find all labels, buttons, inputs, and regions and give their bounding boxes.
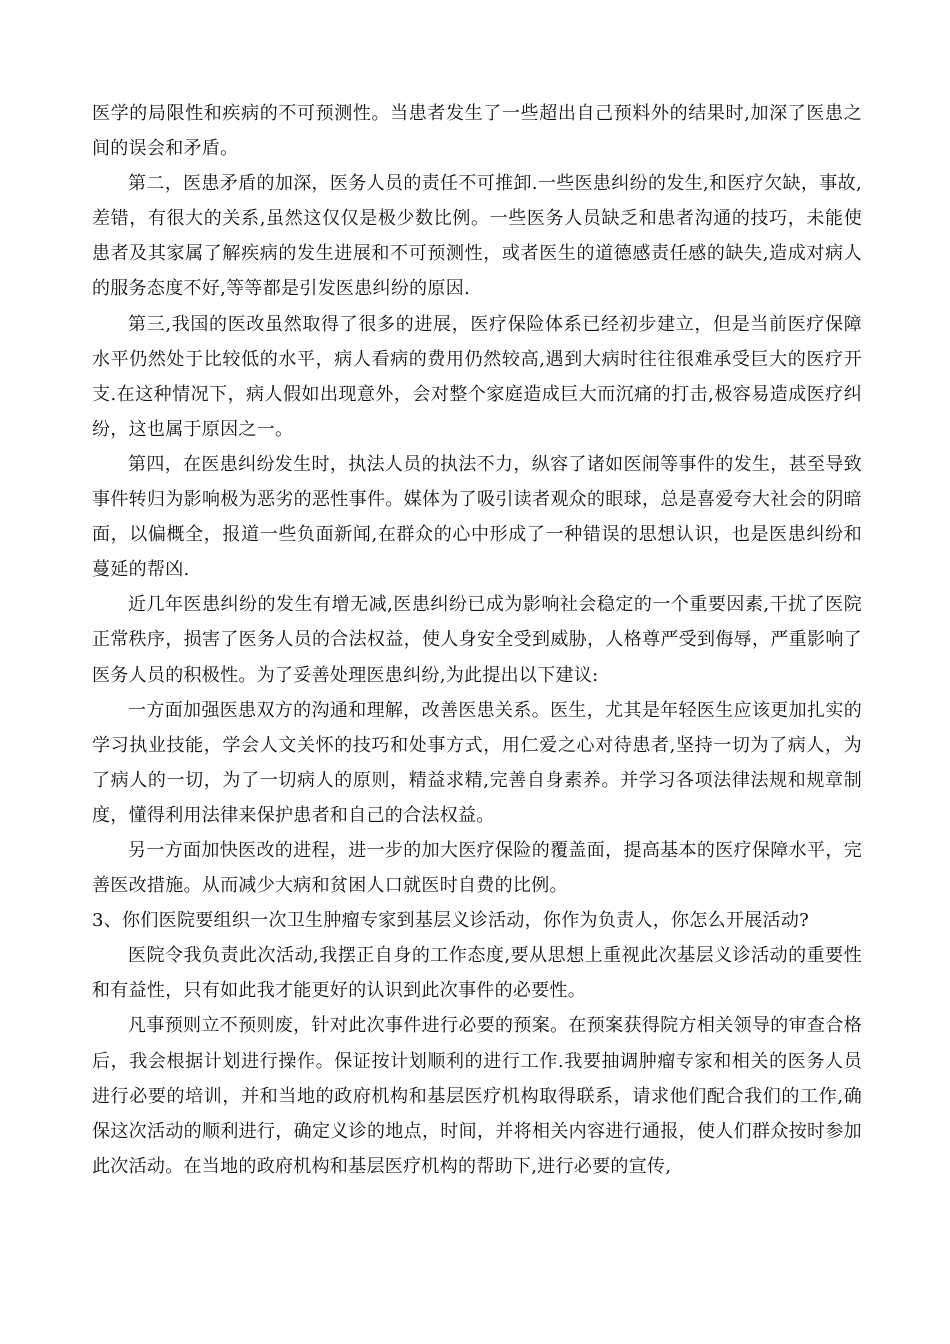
paragraph-suggestion-two: 另一方面加快医改的进程，进一步的加大医疗保险的覆盖面，提高基本的医疗保障水平，完善医改措施。从而减少大病和贫困人口就医时自费的比例。 — [92, 839, 862, 897]
document-body — [92, 96, 862, 1184]
paragraph-second-reason: 第二，医患矛盾的加深，医务人员的责任不可推卸.一些医患纠纷的发生,和医疗欠缺，事故,差错，有很大的关系,虽然这仅仅是极少数比例。一些医务人员缺乏和患者沟通的技巧，未能使患者及其家属了解疾病的发生进展和不可预测性，或者医生的道德感责任感的缺失,造成对病人的服务态度不好,等等都是引发医患纠纷的原因. — [92, 173, 862, 300]
paragraph-third-reason: 第三,我国的医改虽然取得了很多的进展，医疗保险体系已经初步建立，但是当前医疗保障水平仍然处于比较低的水平，病人看病的费用仍然较高,遇到大病时往往很难承受巨大的医疗开支.在这种情况下，病人假如出现意外，会对整个家庭造成巨大而沉痛的打击,极容易造成医疗纠纷，这也属于原因之一。 — [92, 313, 862, 440]
paragraph-fourth-reason: 第四，在医患纠纷发生时，执法人员的执法不力，纵容了诸如医闹等事件的发生，甚至导致事件转归为影响极为恶劣的恶性事件。媒体为了吸引读者观众的眼球，总是喜爱夸大社会的阴暗面，以偏概全，报道一些负面新闻,在群众的心中形成了一种错误的思想认识，也是医患纠纷和蔓延的帮凶. — [92, 453, 862, 581]
paragraph-answer-plan: 凡事预则立不预则废，针对此次事件进行必要的预案。在预案获得院方相关领导的审查合格后，我会根据计划进行操作。保证按计划顺利的进行工作.我要抽调肿瘤专家和相关的医务人员进行必要的培训，并和当地的政府机构和基层医疗机构取得联系，请求他们配合我们的工作,确保这次活动的顺利进行，确定义诊的地点，时间，并将相关内容进行通报，使人们群众按时参加此次活动。在当地的政府机构和基层医疗机构的帮助下,进行必要的宣传, — [92, 1015, 862, 1177]
paragraph-continuation: 医学的局限性和疾病的不可预测性。当患者发生了一些超出自己预料外的结果时,加深了医患之间的误会和矛盾。 — [92, 103, 862, 160]
paragraph-answer-attitude: 医院令我负责此次活动,我摆正自身的工作态度,要从思想上重视此次基层义诊活动的重要性和有益性，只有如此我才能更好的认识到此次事件的必要性。 — [92, 945, 862, 1002]
paragraph-summary: 近几年医患纠纷的发生有增无减,医患纠纷已成为影响社会稳定的一个重要因素,干扰了医院正常秩序，损害了医务人员的合法权益，使人身安全受到威胁，人格尊严受到侮辱，严重影响了医务人员的积极性。为了妥善处理医患纠纷,为此提出以下建议: — [92, 594, 862, 686]
question-heading: 3、你们医院要组织一次卫生肿瘤专家到基层义诊活动，你作为负责人，你怎么开展活动? — [92, 910, 810, 932]
paragraph-suggestion-one: 一方面加强医患双方的沟通和理解，改善医患关系。医生，尤其是年轻医生应该更加扎实的学习执业技能，学会人文关怀的技巧和处事方式，用仁爱之心对待患者,坚持一切为了病人，为了病人的一切，为了一切病人的原则，精益求精,完善自身素养。并学习各项法律法规和规章制度，懂得利用法律来保护患者和自己的合法权益。 — [92, 699, 862, 826]
